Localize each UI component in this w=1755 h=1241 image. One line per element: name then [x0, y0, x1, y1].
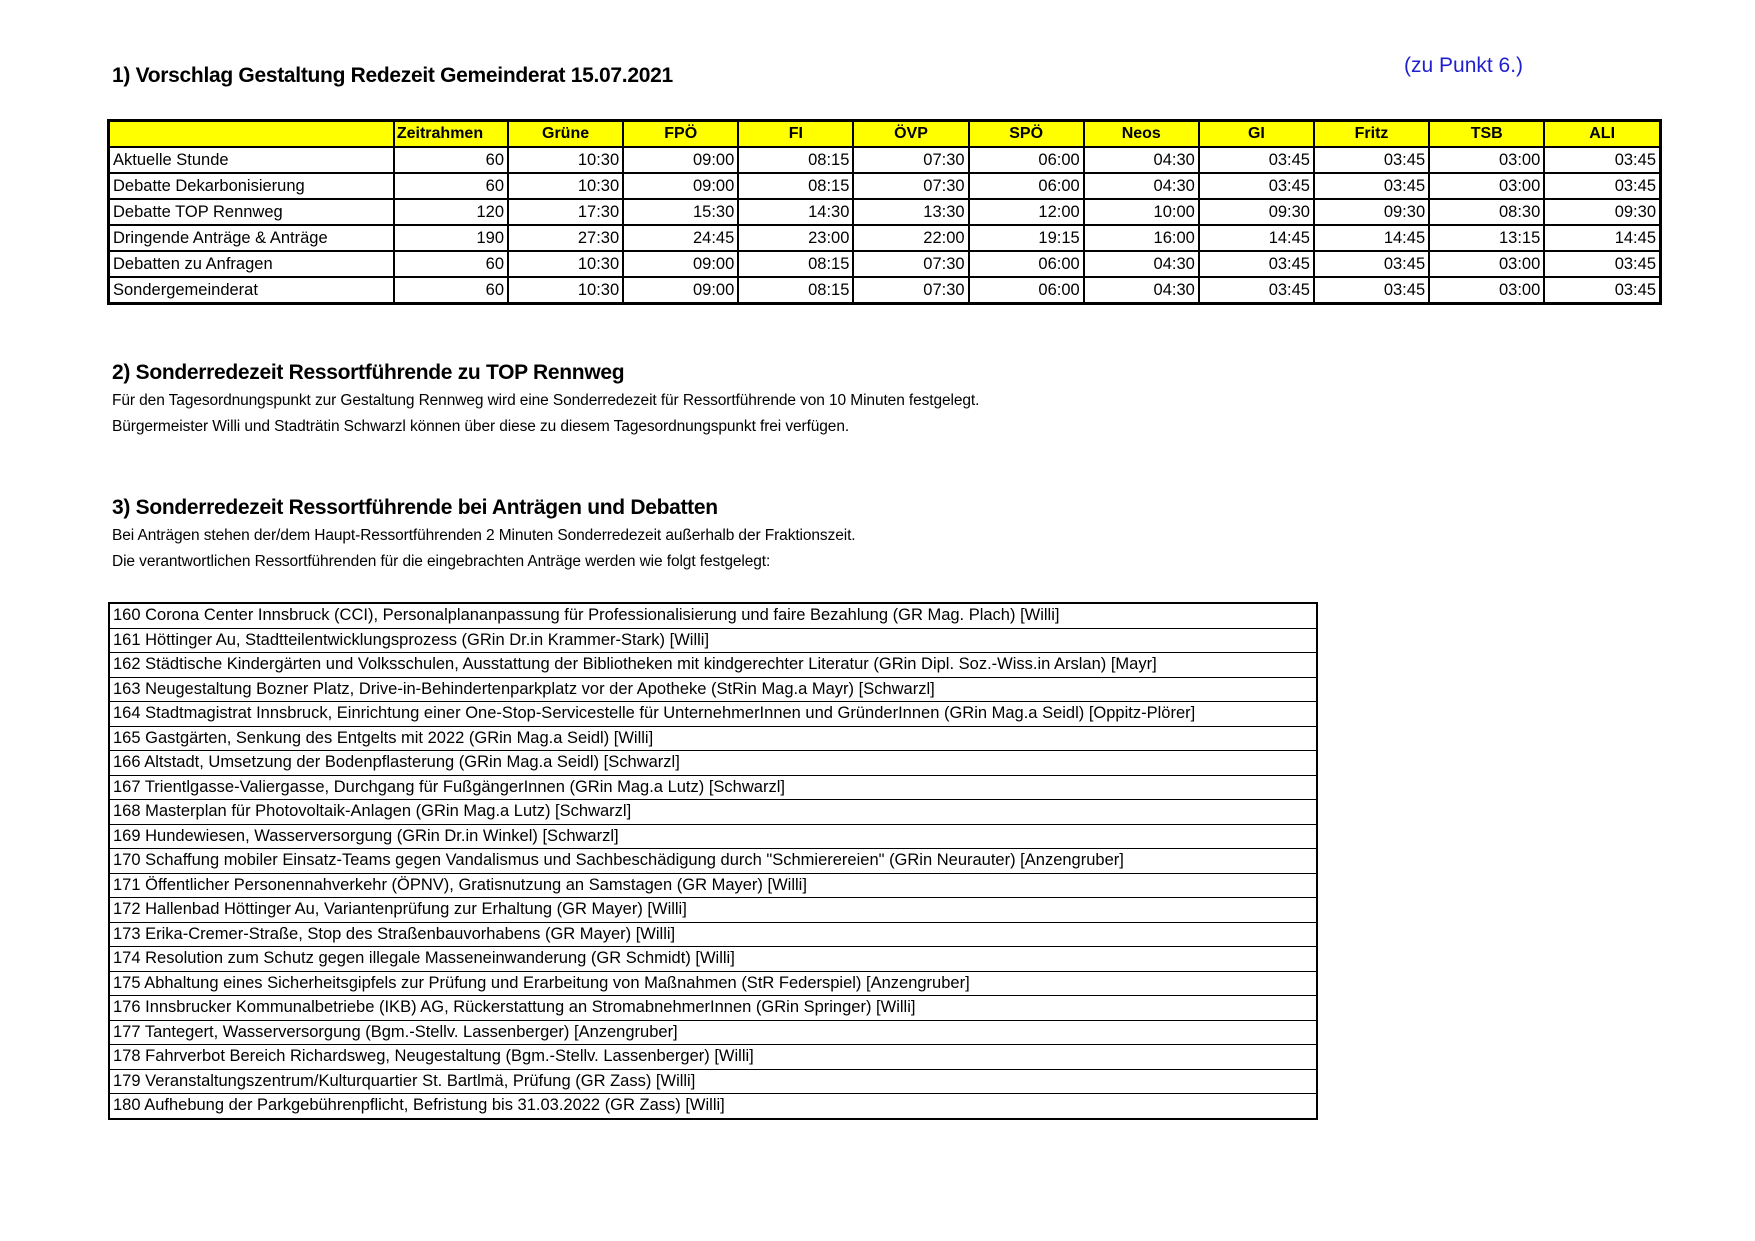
time-cell: 08:15 — [738, 173, 853, 199]
table-row — [109, 898, 1317, 923]
table-row — [109, 947, 1317, 972]
table-row — [109, 653, 1317, 678]
time-cell: 03:45 — [1314, 277, 1429, 304]
agenda-reference: (zu Punkt 6.) — [1404, 54, 1524, 77]
table-row — [109, 1094, 1317, 1119]
time-cell: 09:00 — [623, 147, 738, 173]
column-header-spoe: SPÖ — [969, 121, 1084, 148]
motion-item: 174 Resolution zum Schutz gegen illegale Masseneinwanderung (GR Schmidt) [Willi] — [109, 947, 1317, 972]
time-cell: 06:00 — [969, 251, 1084, 277]
time-cell: 07:30 — [853, 147, 968, 173]
section-3-line-2: Die verantwortlichen Ressortführenden für die eingebrachten Anträge werden wie folgt festgelegt: — [112, 553, 771, 570]
time-cell: 09:30 — [1544, 199, 1660, 225]
table-row — [109, 849, 1317, 874]
section-2-line-2: Bürgermeister Willi und Stadträtin Schwarzl können über diese zu diesem Tagesordnungspunkt frei verfügen. — [112, 418, 850, 435]
motion-item: 167 Trientlgasse-Valiergasse, Durchgang für FußgängerInnen (GRin Mag.a Lutz) [Schwarzl] — [109, 775, 1317, 800]
column-header-gi: GI — [1199, 121, 1314, 148]
table-row — [109, 1020, 1317, 1045]
time-cell: 60 — [394, 251, 508, 277]
time-cell: 03:45 — [1544, 251, 1660, 277]
table-row — [109, 1069, 1317, 1094]
time-cell: 03:00 — [1429, 147, 1544, 173]
time-cell: 03:00 — [1429, 173, 1544, 199]
column-header-fi: FI — [738, 121, 853, 148]
time-cell: 03:45 — [1314, 251, 1429, 277]
time-cell: 06:00 — [969, 147, 1084, 173]
column-header-gruene: Grüne — [508, 121, 623, 148]
time-cell: 09:30 — [1314, 199, 1429, 225]
table-row — [109, 873, 1317, 898]
section-1-title: 1) Vorschlag Gestaltung Redezeit Gemeinderat 15.07.2021 — [112, 64, 673, 87]
column-header-label — [109, 121, 394, 148]
time-cell: 120 — [394, 199, 508, 225]
time-cell: 03:00 — [1429, 251, 1544, 277]
table-row — [109, 603, 1317, 628]
motion-item: 176 Innsbrucker Kommunalbetriebe (IKB) AG, Rückerstattung an StromabnehmerInnen (GRin Springer) [Willi] — [109, 996, 1317, 1021]
table-row — [109, 751, 1317, 776]
time-cell: 07:30 — [853, 251, 968, 277]
row-label: Aktuelle Stunde — [109, 147, 394, 173]
row-label: Dringende Anträge & Anträge — [109, 225, 394, 251]
table-row — [109, 628, 1317, 653]
time-cell: 13:15 — [1429, 225, 1544, 251]
table-row — [109, 277, 1661, 304]
motion-item: 163 Neugestaltung Bozner Platz, Drive-in-Behindertenparkplatz vor der Apotheke (StRin Mag.a Mayr) [Schwarzl] — [109, 677, 1317, 702]
motion-item: 173 Erika-Cremer-Straße, Stop des Straßenbauvorhabens (GR Mayer) [Willi] — [109, 922, 1317, 947]
time-cell: 14:45 — [1544, 225, 1660, 251]
motion-item: 169 Hundewiesen, Wasserversorgung (GRin Dr.in Winkel) [Schwarzl] — [109, 824, 1317, 849]
time-cell: 09:00 — [623, 251, 738, 277]
motion-item: 165 Gastgärten, Senkung des Entgelts mit 2022 (GRin Mag.a Seidl) [Willi] — [109, 726, 1317, 751]
motion-item: 175 Abhaltung eines Sicherheitsgipfels zur Prüfung und Erarbeitung von Maßnahmen (StR Federspiel) [Anzengruber] — [109, 971, 1317, 996]
motion-item: 168 Masterplan für Photovoltaik-Anlagen (GRin Mag.a Lutz) [Schwarzl] — [109, 800, 1317, 825]
time-cell: 04:30 — [1084, 277, 1199, 304]
time-cell: 08:15 — [738, 147, 853, 173]
time-cell: 60 — [394, 277, 508, 304]
time-cell: 03:45 — [1314, 173, 1429, 199]
time-cell: 03:45 — [1544, 147, 1660, 173]
time-cell: 10:30 — [508, 251, 623, 277]
column-header-fritz: Fritz — [1314, 121, 1429, 148]
section-3-line-1: Bei Anträgen stehen der/dem Haupt-Ressortführenden 2 Minuten Sonderredezeit außerhalb der Fraktionszeit. — [112, 527, 856, 544]
column-header-neos: Neos — [1084, 121, 1199, 148]
motion-item: 177 Tantegert, Wasserversorgung (Bgm.-Stellv. Lassenberger) [Anzengruber] — [109, 1020, 1317, 1045]
time-cell: 24:45 — [623, 225, 738, 251]
time-cell: 16:00 — [1084, 225, 1199, 251]
motion-item: 161 Höttinger Au, Stadtteilentwicklungsprozess (GRin Dr.in Krammer-Stark) [Willi] — [109, 628, 1317, 653]
motion-item: 166 Altstadt, Umsetzung der Bodenpflasterung (GRin Mag.a Seidl) [Schwarzl] — [109, 751, 1317, 776]
table-row — [109, 775, 1317, 800]
time-cell: 04:30 — [1084, 173, 1199, 199]
time-cell: 06:00 — [969, 277, 1084, 304]
table-row — [109, 996, 1317, 1021]
row-label: Debatte Dekarbonisierung — [109, 173, 394, 199]
time-cell: 14:45 — [1199, 225, 1314, 251]
motion-item: 179 Veranstaltungszentrum/Kulturquartier St. Bartlmä, Prüfung (GR Zass) [Willi] — [109, 1069, 1317, 1094]
column-header-zeitrahmen: Zeitrahmen — [394, 121, 508, 148]
motion-item: 180 Aufhebung der Parkgebührenpflicht, Befristung bis 31.03.2022 (GR Zass) [Willi] — [109, 1094, 1317, 1119]
table-row — [109, 824, 1317, 849]
column-header-ali: ALI — [1544, 121, 1660, 148]
time-cell: 14:30 — [738, 199, 853, 225]
motion-item: 160 Corona Center Innsbruck (CCI), Personalplananpassung für Professionalisierung und faire Bezahlung (GR Mag. Plach) [Willi] — [109, 603, 1317, 628]
speaking-time-table — [107, 119, 1662, 305]
table-row — [109, 800, 1317, 825]
motions-table — [108, 602, 1318, 1120]
time-cell: 60 — [394, 173, 508, 199]
time-cell: 08:15 — [738, 251, 853, 277]
time-cell: 14:45 — [1314, 225, 1429, 251]
time-cell: 10:30 — [508, 147, 623, 173]
time-cell: 23:00 — [738, 225, 853, 251]
column-header-fpoe: FPÖ — [623, 121, 738, 148]
motion-item: 172 Hallenbad Höttinger Au, Variantenprüfung zur Erhaltung (GR Mayer) [Willi] — [109, 898, 1317, 923]
table-row — [109, 677, 1317, 702]
time-cell: 03:45 — [1314, 147, 1429, 173]
table-row — [109, 225, 1661, 251]
row-label: Debatte TOP Rennweg — [109, 199, 394, 225]
section-2-title: 2) Sonderredezeit Ressortführende zu TOP Rennweg — [112, 361, 625, 384]
time-cell: 190 — [394, 225, 508, 251]
time-cell: 09:00 — [623, 173, 738, 199]
row-label: Debatten zu Anfragen — [109, 251, 394, 277]
time-cell: 22:00 — [853, 225, 968, 251]
table-row — [109, 173, 1661, 199]
time-cell: 03:00 — [1429, 277, 1544, 304]
motion-item: 170 Schaffung mobiler Einsatz-Teams gegen Vandalismus und Sachbeschädigung durch "Schmierereien" (GRin Neurauter) [Anzengruber] — [109, 849, 1317, 874]
time-cell: 03:45 — [1199, 277, 1314, 304]
time-cell: 03:45 — [1544, 173, 1660, 199]
motion-item: 162 Städtische Kindergärten und Volksschulen, Ausstattung der Bibliotheken mit kindgerechter Literatur (GRin Dipl. Soz.-Wiss.in Arslan) [Mayr] — [109, 653, 1317, 678]
time-cell: 03:45 — [1544, 277, 1660, 304]
time-cell: 60 — [394, 147, 508, 173]
table-row — [109, 251, 1661, 277]
time-cell: 07:30 — [853, 173, 968, 199]
time-cell: 06:00 — [969, 173, 1084, 199]
section-2-line-1: Für den Tagesordnungspunkt zur Gestaltung Rennweg wird eine Sonderredezeit für Ressortführende von 10 Minuten festgelegt. — [112, 392, 980, 409]
row-label: Sondergemeinderat — [109, 277, 394, 304]
time-cell: 13:30 — [853, 199, 968, 225]
table-row — [109, 147, 1661, 173]
time-cell: 04:30 — [1084, 251, 1199, 277]
time-cell: 10:30 — [508, 173, 623, 199]
time-cell: 10:30 — [508, 277, 623, 304]
time-cell: 08:30 — [1429, 199, 1544, 225]
time-cell: 09:00 — [623, 277, 738, 304]
column-header-oevp: ÖVP — [853, 121, 968, 148]
table-row — [109, 922, 1317, 947]
time-cell: 17:30 — [508, 199, 623, 225]
time-cell: 07:30 — [853, 277, 968, 304]
time-cell: 27:30 — [508, 225, 623, 251]
time-cell: 19:15 — [969, 225, 1084, 251]
motion-item: 164 Stadtmagistrat Innsbruck, Einrichtung einer One-Stop-Servicestelle für UnternehmerInnen und GründerInnen (GRin Mag.a Seidl) [Oppitz-Plörer] — [109, 702, 1317, 727]
time-cell: 09:30 — [1199, 199, 1314, 225]
time-cell: 10:00 — [1084, 199, 1199, 225]
column-header-tsb: TSB — [1429, 121, 1544, 148]
time-cell: 15:30 — [623, 199, 738, 225]
time-cell: 03:45 — [1199, 147, 1314, 173]
table-row — [109, 726, 1317, 751]
table-row — [109, 1045, 1317, 1070]
motion-item: 171 Öffentlicher Personennahverkehr (ÖPNV), Gratisnutzung an Samstagen (GR Mayer) [Willi] — [109, 873, 1317, 898]
time-cell: 12:00 — [969, 199, 1084, 225]
time-cell: 04:30 — [1084, 147, 1199, 173]
table-row — [109, 702, 1317, 727]
table-row — [109, 199, 1661, 225]
time-cell: 03:45 — [1199, 251, 1314, 277]
time-cell: 08:15 — [738, 277, 853, 304]
time-cell: 03:45 — [1199, 173, 1314, 199]
motion-item: 178 Fahrverbot Bereich Richardsweg, Neugestaltung (Bgm.-Stellv. Lassenberger) [Willi] — [109, 1045, 1317, 1070]
table-row — [109, 971, 1317, 996]
section-3-title: 3) Sonderredezeit Ressortführende bei Anträgen und Debatten — [112, 496, 718, 519]
table-header-row — [109, 121, 1661, 148]
